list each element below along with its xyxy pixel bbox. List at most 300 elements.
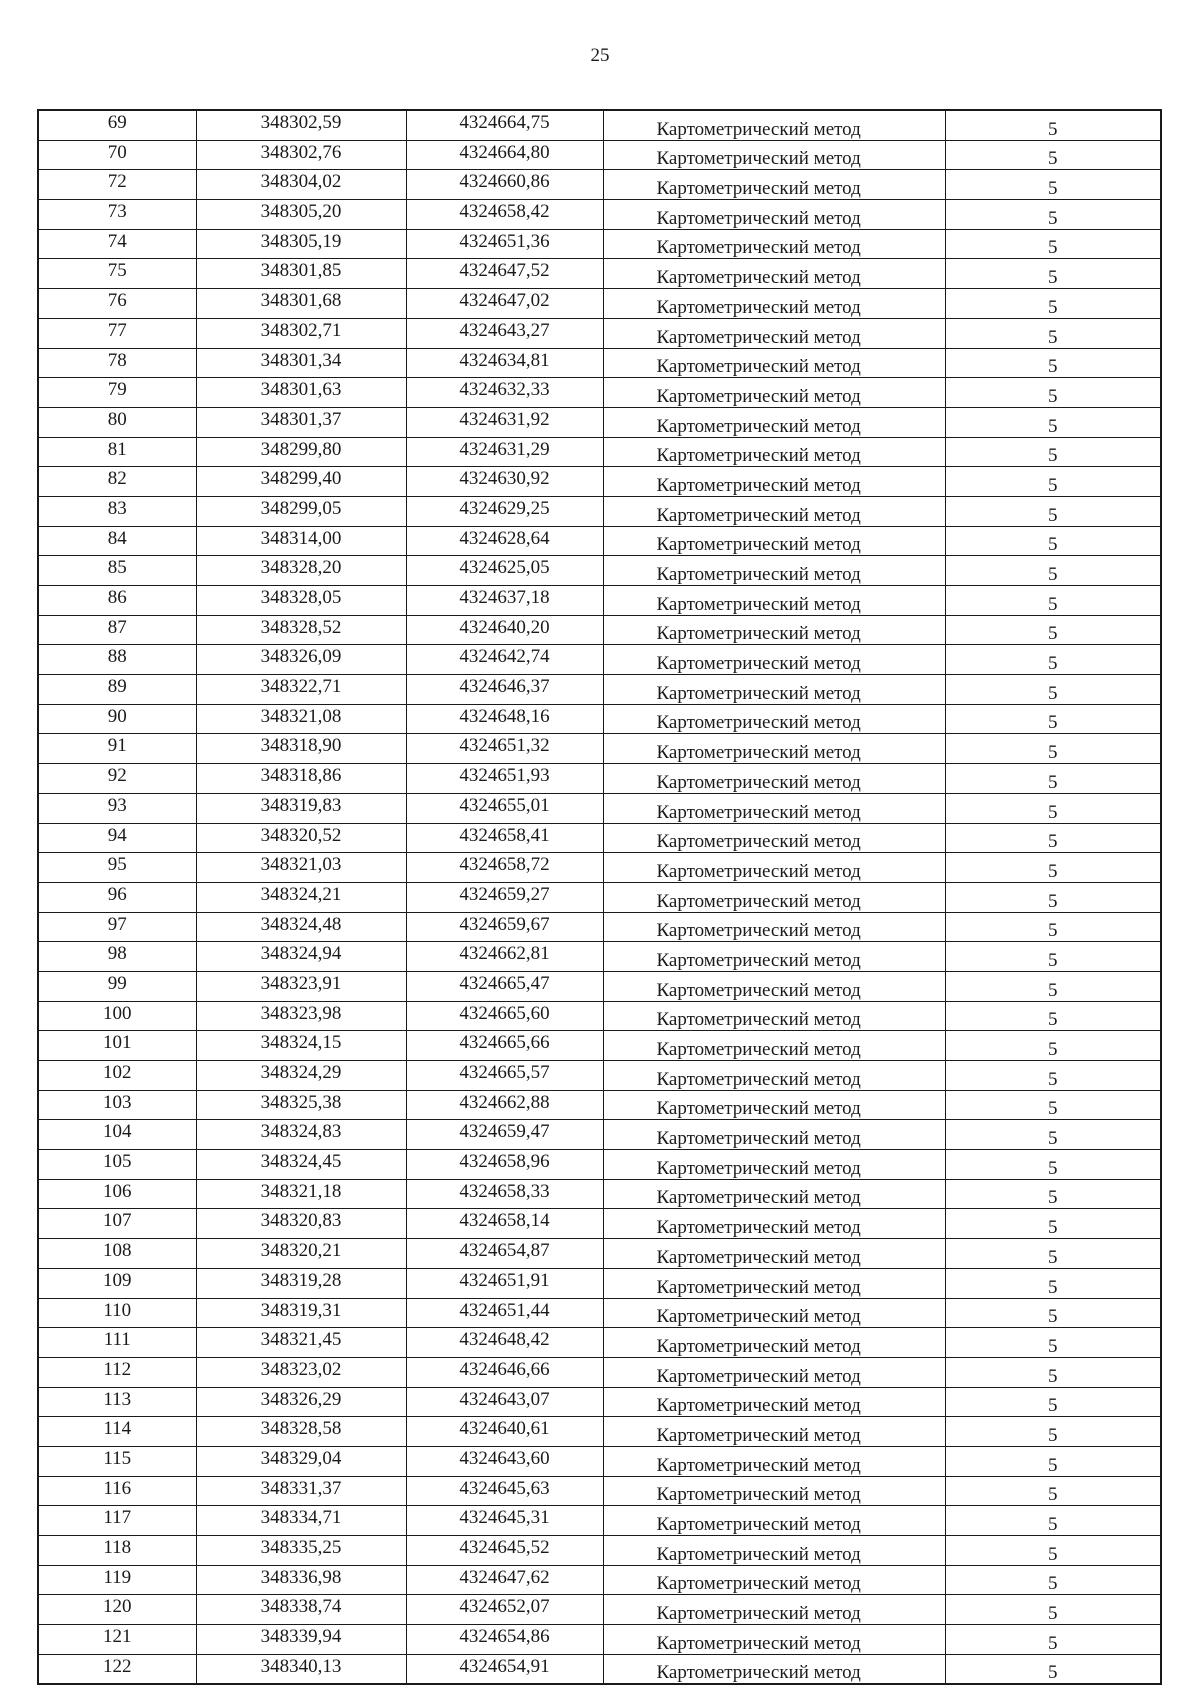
method-cell: Картометрический метод: [603, 110, 945, 140]
y-coordinate-cell: 4324634,81: [406, 348, 603, 378]
table-row: [38, 1357, 1161, 1387]
accuracy-cell: 5: [945, 971, 1161, 1001]
method-cell: Картометрический метод: [603, 556, 945, 586]
accuracy-cell: 5: [945, 1150, 1161, 1180]
point-number-cell: 117: [38, 1506, 196, 1536]
x-coordinate-cell: 348324,94: [196, 942, 406, 972]
table-row: [38, 110, 1161, 140]
point-number-cell: 79: [38, 378, 196, 408]
method-cell: Картометрический метод: [603, 170, 945, 200]
table-row: [38, 437, 1161, 467]
point-number-cell: 111: [38, 1328, 196, 1358]
y-coordinate-cell: 4324651,36: [406, 229, 603, 259]
x-coordinate-cell: 348328,05: [196, 586, 406, 616]
x-coordinate-cell: 348324,15: [196, 1031, 406, 1061]
point-number-cell: 121: [38, 1625, 196, 1655]
accuracy-cell: 5: [945, 1179, 1161, 1209]
accuracy-cell: 5: [945, 1298, 1161, 1328]
point-number-cell: 72: [38, 170, 196, 200]
y-coordinate-cell: 4324664,80: [406, 140, 603, 170]
point-number-cell: 70: [38, 140, 196, 170]
x-coordinate-cell: 348326,09: [196, 645, 406, 675]
point-number-cell: 92: [38, 764, 196, 794]
method-cell: Картометрический метод: [603, 1150, 945, 1180]
y-coordinate-cell: 4324665,60: [406, 1001, 603, 1031]
method-cell: Картометрический метод: [603, 1387, 945, 1417]
table-row: [38, 1654, 1161, 1684]
accuracy-cell: 5: [945, 229, 1161, 259]
table-row: [38, 318, 1161, 348]
accuracy-cell: 5: [945, 764, 1161, 794]
x-coordinate-cell: 348299,80: [196, 437, 406, 467]
x-coordinate-cell: 348299,05: [196, 496, 406, 526]
accuracy-cell: 5: [945, 496, 1161, 526]
method-cell: Картометрический метод: [603, 140, 945, 170]
method-cell: Картометрический метод: [603, 318, 945, 348]
x-coordinate-cell: 348301,63: [196, 378, 406, 408]
coordinates-table-body: [38, 110, 1161, 1684]
accuracy-cell: 5: [945, 170, 1161, 200]
x-coordinate-cell: 348321,03: [196, 853, 406, 883]
point-number-cell: 96: [38, 882, 196, 912]
method-cell: Картометрический метод: [603, 1476, 945, 1506]
point-number-cell: 101: [38, 1031, 196, 1061]
method-cell: Картометрический метод: [603, 971, 945, 1001]
table-row: [38, 1476, 1161, 1506]
x-coordinate-cell: 348338,74: [196, 1595, 406, 1625]
x-coordinate-cell: 348314,00: [196, 526, 406, 556]
table-row: [38, 1179, 1161, 1209]
accuracy-cell: 5: [945, 615, 1161, 645]
y-coordinate-cell: 4324654,91: [406, 1654, 603, 1684]
x-coordinate-cell: 348318,86: [196, 764, 406, 794]
x-coordinate-cell: 348320,52: [196, 823, 406, 853]
page-number: 25: [590, 45, 610, 66]
table-row: [38, 1120, 1161, 1150]
point-number-cell: 69: [38, 110, 196, 140]
x-coordinate-cell: 348301,85: [196, 259, 406, 289]
method-cell: Картометрический метод: [603, 496, 945, 526]
accuracy-cell: 5: [945, 942, 1161, 972]
accuracy-cell: 5: [945, 645, 1161, 675]
table-row: [38, 1268, 1161, 1298]
point-number-cell: 108: [38, 1239, 196, 1269]
point-number-cell: 89: [38, 675, 196, 705]
x-coordinate-cell: 348324,83: [196, 1120, 406, 1150]
point-number-cell: 94: [38, 823, 196, 853]
y-coordinate-cell: 4324665,57: [406, 1061, 603, 1091]
y-coordinate-cell: 4324665,66: [406, 1031, 603, 1061]
y-coordinate-cell: 4324642,74: [406, 645, 603, 675]
accuracy-cell: 5: [945, 734, 1161, 764]
accuracy-cell: 5: [945, 1536, 1161, 1566]
x-coordinate-cell: 348322,71: [196, 675, 406, 705]
method-cell: Картометрический метод: [603, 675, 945, 705]
point-number-cell: 110: [38, 1298, 196, 1328]
x-coordinate-cell: 348320,83: [196, 1209, 406, 1239]
y-coordinate-cell: 4324662,81: [406, 942, 603, 972]
x-coordinate-cell: 348301,34: [196, 348, 406, 378]
accuracy-cell: 5: [945, 1239, 1161, 1269]
y-coordinate-cell: 4324631,29: [406, 437, 603, 467]
accuracy-cell: 5: [945, 348, 1161, 378]
x-coordinate-cell: 348305,20: [196, 200, 406, 230]
point-number-cell: 80: [38, 407, 196, 437]
method-cell: Картометрический метод: [603, 734, 945, 764]
method-cell: Картометрический метод: [603, 526, 945, 556]
point-number-cell: 76: [38, 289, 196, 319]
method-cell: Картометрический метод: [603, 764, 945, 794]
point-number-cell: 107: [38, 1209, 196, 1239]
point-number-cell: 109: [38, 1268, 196, 1298]
point-number-cell: 103: [38, 1090, 196, 1120]
table-row: [38, 615, 1161, 645]
x-coordinate-cell: 348299,40: [196, 467, 406, 497]
table-row: [38, 1031, 1161, 1061]
method-cell: Картометрический метод: [603, 1298, 945, 1328]
accuracy-cell: 5: [945, 1268, 1161, 1298]
point-number-cell: 112: [38, 1357, 196, 1387]
y-coordinate-cell: 4324647,02: [406, 289, 603, 319]
method-cell: Картометрический метод: [603, 1446, 945, 1476]
y-coordinate-cell: 4324640,61: [406, 1417, 603, 1447]
point-number-cell: 85: [38, 556, 196, 586]
coordinates-table: [37, 109, 1162, 1685]
y-coordinate-cell: 4324658,14: [406, 1209, 603, 1239]
accuracy-cell: 5: [945, 823, 1161, 853]
x-coordinate-cell: 348328,20: [196, 556, 406, 586]
table-row: [38, 289, 1161, 319]
point-number-cell: 77: [38, 318, 196, 348]
point-number-cell: 87: [38, 615, 196, 645]
table-row: [38, 823, 1161, 853]
x-coordinate-cell: 348328,58: [196, 1417, 406, 1447]
table-row: [38, 1595, 1161, 1625]
point-number-cell: 83: [38, 496, 196, 526]
point-number-cell: 102: [38, 1061, 196, 1091]
table-row: [38, 675, 1161, 705]
method-cell: Картометрический метод: [603, 1001, 945, 1031]
accuracy-cell: 5: [945, 140, 1161, 170]
x-coordinate-cell: 348325,38: [196, 1090, 406, 1120]
x-coordinate-cell: 348320,21: [196, 1239, 406, 1269]
y-coordinate-cell: 4324647,62: [406, 1565, 603, 1595]
method-cell: Картометрический метод: [603, 467, 945, 497]
point-number-cell: 106: [38, 1179, 196, 1209]
y-coordinate-cell: 4324659,67: [406, 912, 603, 942]
method-cell: Картометрический метод: [603, 1268, 945, 1298]
x-coordinate-cell: 348324,48: [196, 912, 406, 942]
y-coordinate-cell: 4324645,31: [406, 1506, 603, 1536]
accuracy-cell: 5: [945, 318, 1161, 348]
table-row: [38, 170, 1161, 200]
point-number-cell: 118: [38, 1536, 196, 1566]
accuracy-cell: 5: [945, 1565, 1161, 1595]
accuracy-cell: 5: [945, 853, 1161, 883]
method-cell: Картометрический метод: [603, 437, 945, 467]
y-coordinate-cell: 4324655,01: [406, 793, 603, 823]
table-row: [38, 1417, 1161, 1447]
method-cell: Картометрический метод: [603, 942, 945, 972]
x-coordinate-cell: 348323,91: [196, 971, 406, 1001]
x-coordinate-cell: 348335,25: [196, 1536, 406, 1566]
method-cell: Картометрический метод: [603, 229, 945, 259]
point-number-cell: 116: [38, 1476, 196, 1506]
point-number-cell: 95: [38, 853, 196, 883]
accuracy-cell: 5: [945, 1625, 1161, 1655]
accuracy-cell: 5: [945, 1001, 1161, 1031]
table-row: [38, 259, 1161, 289]
method-cell: Картометрический метод: [603, 1239, 945, 1269]
x-coordinate-cell: 348301,68: [196, 289, 406, 319]
method-cell: Картометрический метод: [603, 1120, 945, 1150]
table-row: [38, 971, 1161, 1001]
table-row: [38, 378, 1161, 408]
accuracy-cell: 5: [945, 1387, 1161, 1417]
table-row: [38, 586, 1161, 616]
y-coordinate-cell: 4324651,32: [406, 734, 603, 764]
table-row: [38, 882, 1161, 912]
accuracy-cell: 5: [945, 1654, 1161, 1684]
accuracy-cell: 5: [945, 1090, 1161, 1120]
x-coordinate-cell: 348305,19: [196, 229, 406, 259]
y-coordinate-cell: 4324625,05: [406, 556, 603, 586]
accuracy-cell: 5: [945, 259, 1161, 289]
y-coordinate-cell: 4324643,60: [406, 1446, 603, 1476]
point-number-cell: 81: [38, 437, 196, 467]
table-row: [38, 1565, 1161, 1595]
method-cell: Картометрический метод: [603, 1595, 945, 1625]
method-cell: Картометрический метод: [603, 1417, 945, 1447]
point-number-cell: 88: [38, 645, 196, 675]
accuracy-cell: 5: [945, 1357, 1161, 1387]
y-coordinate-cell: 4324648,42: [406, 1328, 603, 1358]
accuracy-cell: 5: [945, 526, 1161, 556]
accuracy-cell: 5: [945, 1417, 1161, 1447]
table-row: [38, 704, 1161, 734]
y-coordinate-cell: 4324646,37: [406, 675, 603, 705]
point-number-cell: 115: [38, 1446, 196, 1476]
y-coordinate-cell: 4324629,25: [406, 496, 603, 526]
x-coordinate-cell: 348302,59: [196, 110, 406, 140]
method-cell: Картометрический метод: [603, 1654, 945, 1684]
x-coordinate-cell: 348302,76: [196, 140, 406, 170]
table-row: [38, 764, 1161, 794]
y-coordinate-cell: 4324652,07: [406, 1595, 603, 1625]
accuracy-cell: 5: [945, 882, 1161, 912]
accuracy-cell: 5: [945, 556, 1161, 586]
accuracy-cell: 5: [945, 200, 1161, 230]
y-coordinate-cell: 4324646,66: [406, 1357, 603, 1387]
accuracy-cell: 5: [945, 675, 1161, 705]
accuracy-cell: 5: [945, 378, 1161, 408]
method-cell: Картометрический метод: [603, 259, 945, 289]
table-row: [38, 1090, 1161, 1120]
table-row: [38, 467, 1161, 497]
point-number-cell: 100: [38, 1001, 196, 1031]
table-row: [38, 942, 1161, 972]
method-cell: Картометрический метод: [603, 704, 945, 734]
y-coordinate-cell: 4324643,07: [406, 1387, 603, 1417]
method-cell: Картометрический метод: [603, 1357, 945, 1387]
accuracy-cell: 5: [945, 1328, 1161, 1358]
method-cell: Картометрический метод: [603, 1565, 945, 1595]
x-coordinate-cell: 348321,08: [196, 704, 406, 734]
method-cell: Картометрический метод: [603, 1061, 945, 1091]
y-coordinate-cell: 4324630,92: [406, 467, 603, 497]
table-row: [38, 1001, 1161, 1031]
x-coordinate-cell: 348326,29: [196, 1387, 406, 1417]
x-coordinate-cell: 348331,37: [196, 1476, 406, 1506]
accuracy-cell: 5: [945, 1120, 1161, 1150]
table-row: [38, 645, 1161, 675]
y-coordinate-cell: 4324662,88: [406, 1090, 603, 1120]
table-row: [38, 556, 1161, 586]
method-cell: Картометрический метод: [603, 200, 945, 230]
method-cell: Картометрический метод: [603, 1536, 945, 1566]
accuracy-cell: 5: [945, 1031, 1161, 1061]
y-coordinate-cell: 4324632,33: [406, 378, 603, 408]
accuracy-cell: 5: [945, 1506, 1161, 1536]
x-coordinate-cell: 348324,45: [196, 1150, 406, 1180]
method-cell: Картометрический метод: [603, 1090, 945, 1120]
point-number-cell: 97: [38, 912, 196, 942]
table-row: [38, 1061, 1161, 1091]
accuracy-cell: 5: [945, 1209, 1161, 1239]
table-row: [38, 1150, 1161, 1180]
table-row: [38, 1209, 1161, 1239]
x-coordinate-cell: 348319,83: [196, 793, 406, 823]
y-coordinate-cell: 4324659,27: [406, 882, 603, 912]
point-number-cell: 105: [38, 1150, 196, 1180]
table-row: [38, 348, 1161, 378]
x-coordinate-cell: 348324,21: [196, 882, 406, 912]
point-number-cell: 98: [38, 942, 196, 972]
point-number-cell: 78: [38, 348, 196, 378]
point-number-cell: 119: [38, 1565, 196, 1595]
method-cell: Картометрический метод: [603, 823, 945, 853]
x-coordinate-cell: 348318,90: [196, 734, 406, 764]
y-coordinate-cell: 4324648,16: [406, 704, 603, 734]
accuracy-cell: 5: [945, 1595, 1161, 1625]
y-coordinate-cell: 4324645,63: [406, 1476, 603, 1506]
x-coordinate-cell: 348323,02: [196, 1357, 406, 1387]
point-number-cell: 120: [38, 1595, 196, 1625]
x-coordinate-cell: 348319,28: [196, 1268, 406, 1298]
method-cell: Картометрический метод: [603, 1506, 945, 1536]
table-row: [38, 793, 1161, 823]
y-coordinate-cell: 4324640,20: [406, 615, 603, 645]
y-coordinate-cell: 4324665,47: [406, 971, 603, 1001]
method-cell: Картометрический метод: [603, 912, 945, 942]
y-coordinate-cell: 4324631,92: [406, 407, 603, 437]
method-cell: Картометрический метод: [603, 1328, 945, 1358]
method-cell: Картометрический метод: [603, 407, 945, 437]
x-coordinate-cell: 348301,37: [196, 407, 406, 437]
y-coordinate-cell: 4324647,52: [406, 259, 603, 289]
y-coordinate-cell: 4324645,52: [406, 1536, 603, 1566]
table-row: [38, 1536, 1161, 1566]
table-row: [38, 200, 1161, 230]
point-number-cell: 91: [38, 734, 196, 764]
method-cell: Картометрический метод: [603, 289, 945, 319]
table-row: [38, 1387, 1161, 1417]
method-cell: Картометрический метод: [603, 1625, 945, 1655]
x-coordinate-cell: 348334,71: [196, 1506, 406, 1536]
point-number-cell: 122: [38, 1654, 196, 1684]
accuracy-cell: 5: [945, 704, 1161, 734]
point-number-cell: 113: [38, 1387, 196, 1417]
point-number-cell: 73: [38, 200, 196, 230]
x-coordinate-cell: 348319,31: [196, 1298, 406, 1328]
y-coordinate-cell: 4324651,44: [406, 1298, 603, 1328]
x-coordinate-cell: 348321,18: [196, 1179, 406, 1209]
table-row: [38, 496, 1161, 526]
y-coordinate-cell: 4324651,91: [406, 1268, 603, 1298]
point-number-cell: 93: [38, 793, 196, 823]
point-number-cell: 99: [38, 971, 196, 1001]
point-number-cell: 114: [38, 1417, 196, 1447]
accuracy-cell: 5: [945, 467, 1161, 497]
point-number-cell: 75: [38, 259, 196, 289]
y-coordinate-cell: 4324658,96: [406, 1150, 603, 1180]
accuracy-cell: 5: [945, 437, 1161, 467]
method-cell: Картометрический метод: [603, 615, 945, 645]
table-row: [38, 229, 1161, 259]
accuracy-cell: 5: [945, 793, 1161, 823]
method-cell: Картометрический метод: [603, 853, 945, 883]
y-coordinate-cell: 4324654,86: [406, 1625, 603, 1655]
method-cell: Картометрический метод: [603, 645, 945, 675]
accuracy-cell: 5: [945, 1061, 1161, 1091]
y-coordinate-cell: 4324664,75: [406, 110, 603, 140]
method-cell: Картометрический метод: [603, 378, 945, 408]
x-coordinate-cell: 348323,98: [196, 1001, 406, 1031]
accuracy-cell: 5: [945, 1476, 1161, 1506]
table-row: [38, 1625, 1161, 1655]
table-row: [38, 734, 1161, 764]
y-coordinate-cell: 4324651,93: [406, 764, 603, 794]
x-coordinate-cell: 348304,02: [196, 170, 406, 200]
y-coordinate-cell: 4324658,33: [406, 1179, 603, 1209]
x-coordinate-cell: 348324,29: [196, 1061, 406, 1091]
method-cell: Картометрический метод: [603, 348, 945, 378]
accuracy-cell: 5: [945, 586, 1161, 616]
table-row: [38, 140, 1161, 170]
x-coordinate-cell: 348329,04: [196, 1446, 406, 1476]
point-number-cell: 104: [38, 1120, 196, 1150]
y-coordinate-cell: 4324628,64: [406, 526, 603, 556]
method-cell: Картометрический метод: [603, 882, 945, 912]
table-row: [38, 1239, 1161, 1269]
table-row: [38, 526, 1161, 556]
x-coordinate-cell: 348339,94: [196, 1625, 406, 1655]
accuracy-cell: 5: [945, 110, 1161, 140]
point-number-cell: 74: [38, 229, 196, 259]
table-row: [38, 1298, 1161, 1328]
x-coordinate-cell: 348340,13: [196, 1654, 406, 1684]
accuracy-cell: 5: [945, 289, 1161, 319]
point-number-cell: 82: [38, 467, 196, 497]
y-coordinate-cell: 4324643,27: [406, 318, 603, 348]
method-cell: Картометрический метод: [603, 1031, 945, 1061]
x-coordinate-cell: 348302,71: [196, 318, 406, 348]
x-coordinate-cell: 348321,45: [196, 1328, 406, 1358]
method-cell: Картометрический метод: [603, 1179, 945, 1209]
y-coordinate-cell: 4324637,18: [406, 586, 603, 616]
y-coordinate-cell: 4324658,41: [406, 823, 603, 853]
method-cell: Картометрический метод: [603, 793, 945, 823]
